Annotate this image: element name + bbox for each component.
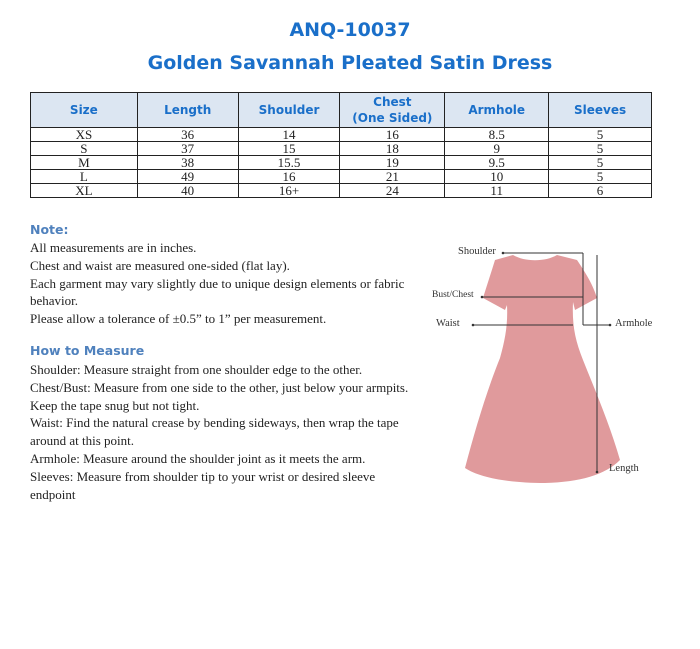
- table-row: [31, 156, 652, 170]
- note-line: Each garment may vary slightly due to unique design elements or fabric behavior.: [30, 275, 405, 309]
- cell-size: L: [31, 170, 138, 184]
- cell-length: 38: [137, 156, 238, 170]
- cell-shoulder: 16: [238, 170, 340, 184]
- column-header-chest: [340, 93, 445, 128]
- cell-chest: 18: [340, 142, 445, 156]
- table-header-row: [31, 93, 652, 128]
- how-to-measure-heading: How to Measure: [30, 343, 145, 358]
- cell-size: M: [31, 156, 138, 170]
- cell-length: 40: [137, 184, 238, 198]
- table-row: [31, 142, 652, 156]
- measure-line-armhole: Armhole: Measure around the shoulder joint as it meets the arm.: [30, 450, 366, 466]
- label-armhole: Armhole: [615, 318, 653, 329]
- measure-line-shoulder: Shoulder: Measure straight from one shoulder edge to the other.: [30, 362, 363, 377]
- cell-armhole: 10: [445, 170, 549, 184]
- note-line: Chest and waist are measured one-sided (flat lay).: [30, 257, 290, 273]
- label-shoulder: Shoulder: [458, 246, 496, 257]
- note-line: All measurements are in inches.: [30, 240, 197, 255]
- cell-sleeves: 5: [549, 128, 652, 142]
- product-name: Golden Savannah Pleated Satin Dress: [147, 52, 553, 74]
- cell-size: XL: [31, 184, 138, 198]
- cell-sleeves: 6: [549, 184, 652, 198]
- cell-size: XS: [31, 128, 138, 142]
- chest-header-label: Chest: [373, 95, 412, 109]
- cell-chest: 19: [340, 156, 445, 170]
- cell-sleeves: 5: [549, 142, 652, 156]
- note-heading: Note:: [30, 222, 69, 237]
- measure-line-waist: Waist: Find the natural crease by bending sideways, then wrap the tape around at this point.: [30, 415, 399, 449]
- column-header-length: Length: [137, 93, 238, 128]
- cell-armhole: 9.5: [445, 156, 549, 170]
- size-chart-table: [30, 92, 652, 198]
- product-code: ANQ-10037: [289, 19, 411, 41]
- cell-length: 49: [137, 170, 238, 184]
- cell-armhole: 9: [445, 142, 549, 156]
- column-header-sleeves: Sleeves: [549, 93, 652, 128]
- note-text: [30, 239, 410, 328]
- table-row: [31, 170, 652, 184]
- measure-line-sleeves: Sleeves: Measure from shoulder tip to your wrist or desired sleeve endpoint: [30, 468, 376, 502]
- column-header-shoulder: Shoulder: [238, 93, 340, 128]
- column-header-armhole: Armhole: [445, 93, 549, 128]
- column-header-size: Size: [31, 93, 138, 128]
- label-length: Length: [609, 463, 639, 474]
- chest-header-subtitle: (One Sided): [352, 111, 433, 125]
- measure-line-chest: Chest/Bust: Measure from one side to the other, just below your armpits. Keep the tape snug but not tight.: [30, 379, 409, 413]
- cell-length: 36: [137, 128, 238, 142]
- cell-chest: 21: [340, 170, 445, 184]
- cell-shoulder: 15.5: [238, 156, 340, 170]
- note-line: Please allow a tolerance of ±0.5” to 1” per measurement.: [30, 311, 327, 327]
- cell-armhole: 11: [445, 184, 549, 198]
- label-waist: Waist: [436, 318, 460, 329]
- dress-illustration: [425, 240, 670, 490]
- cell-sleeves: 5: [549, 156, 652, 170]
- label-bust-chest: Bust/Chest: [432, 290, 474, 300]
- cell-sleeves: 5: [549, 170, 652, 184]
- cell-chest: 16: [340, 128, 445, 142]
- cell-armhole: 8.5: [445, 128, 549, 142]
- cell-shoulder: 16+: [238, 184, 340, 198]
- cell-chest: 24: [340, 184, 445, 198]
- table-row: [31, 184, 652, 198]
- cell-size: S: [31, 142, 138, 156]
- cell-shoulder: 14: [238, 128, 340, 142]
- cell-length: 37: [137, 142, 238, 156]
- how-to-measure-text: [30, 361, 410, 503]
- cell-shoulder: 15: [238, 142, 340, 156]
- dress-measurement-diagram: [425, 240, 670, 490]
- table-row: [31, 128, 652, 142]
